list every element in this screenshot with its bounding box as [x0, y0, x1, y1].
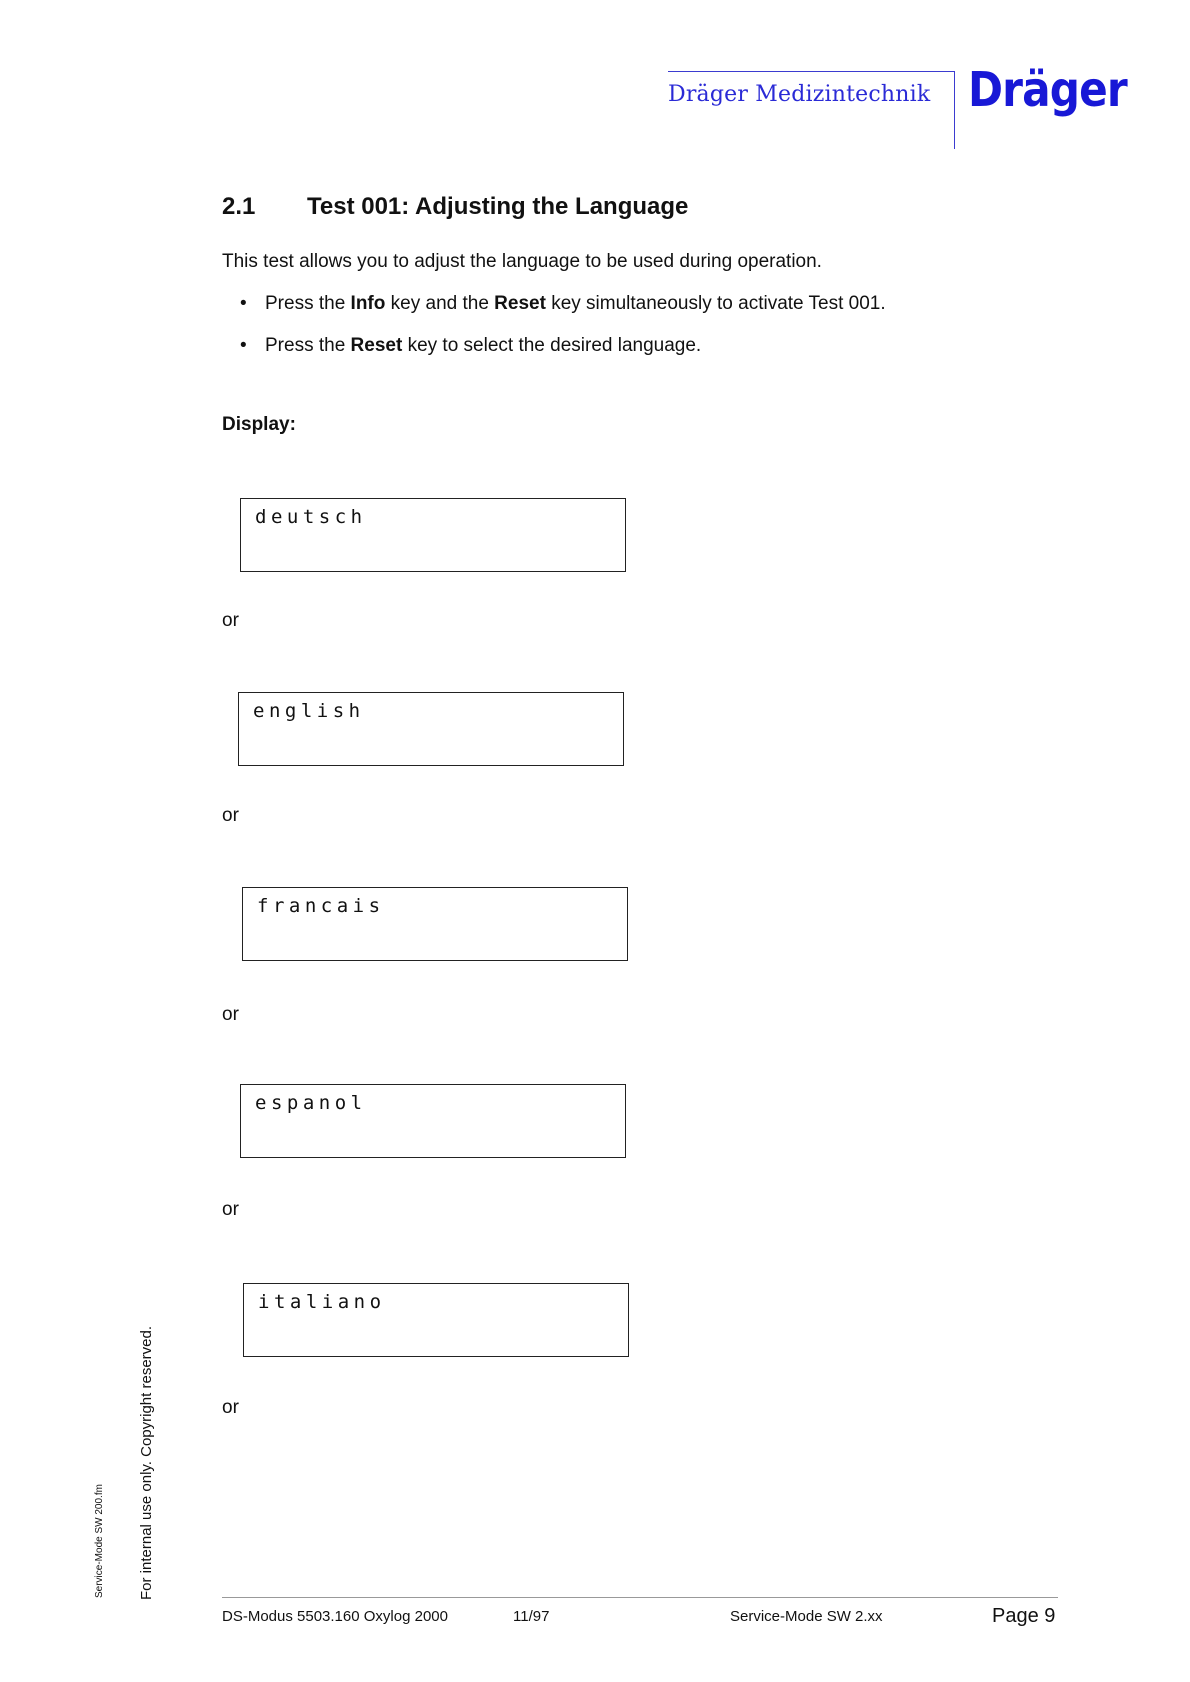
display-text: espanol — [255, 1092, 367, 1114]
drager-logo: Dräger — [968, 62, 1127, 118]
section-number: 2.1 — [222, 193, 256, 220]
display-box — [240, 498, 626, 572]
or-label: or — [222, 1397, 239, 1418]
or-label: or — [222, 610, 239, 631]
or-label: or — [222, 1199, 239, 1220]
display-box — [243, 1283, 629, 1357]
footer-date: 11/97 — [513, 1608, 550, 1625]
display-text: italiano — [258, 1291, 386, 1313]
bullet-icon: • — [240, 293, 247, 314]
display-box — [240, 1084, 626, 1158]
intro-paragraph: This test allows you to adjust the language to be used during operation. — [222, 251, 822, 272]
footer-rule — [222, 1597, 1058, 1598]
file-name-note: Service-Mode SW 200.fm — [94, 1484, 105, 1598]
footer-software: Service-Mode SW 2.xx — [730, 1608, 883, 1625]
footer-document: DS-Modus 5503.160 Oxylog 2000 — [222, 1608, 448, 1625]
or-label: or — [222, 805, 239, 826]
display-box — [242, 887, 628, 961]
header-rule — [668, 71, 954, 72]
page-number: Page 9 — [992, 1605, 1056, 1627]
company-name: Dräger Medizintechnik — [668, 82, 931, 107]
bullet-activate-test: Press the Info key and the Reset key simultaneously to activate Test 001. — [265, 293, 886, 314]
display-text: francais — [257, 895, 385, 917]
copyright-note: For internal use only. Copyright reserved. — [138, 1325, 155, 1600]
section-title: Test 001: Adjusting the Language — [307, 193, 689, 220]
bullet-select-language: Press the Reset key to select the desired language. — [265, 335, 702, 356]
header-divider — [954, 71, 955, 149]
display-label: Display: — [222, 414, 296, 435]
bullet-icon: • — [240, 335, 247, 356]
display-text: english — [253, 700, 365, 722]
display-box — [238, 692, 624, 766]
display-text: deutsch — [255, 506, 367, 528]
or-label: or — [222, 1004, 239, 1025]
